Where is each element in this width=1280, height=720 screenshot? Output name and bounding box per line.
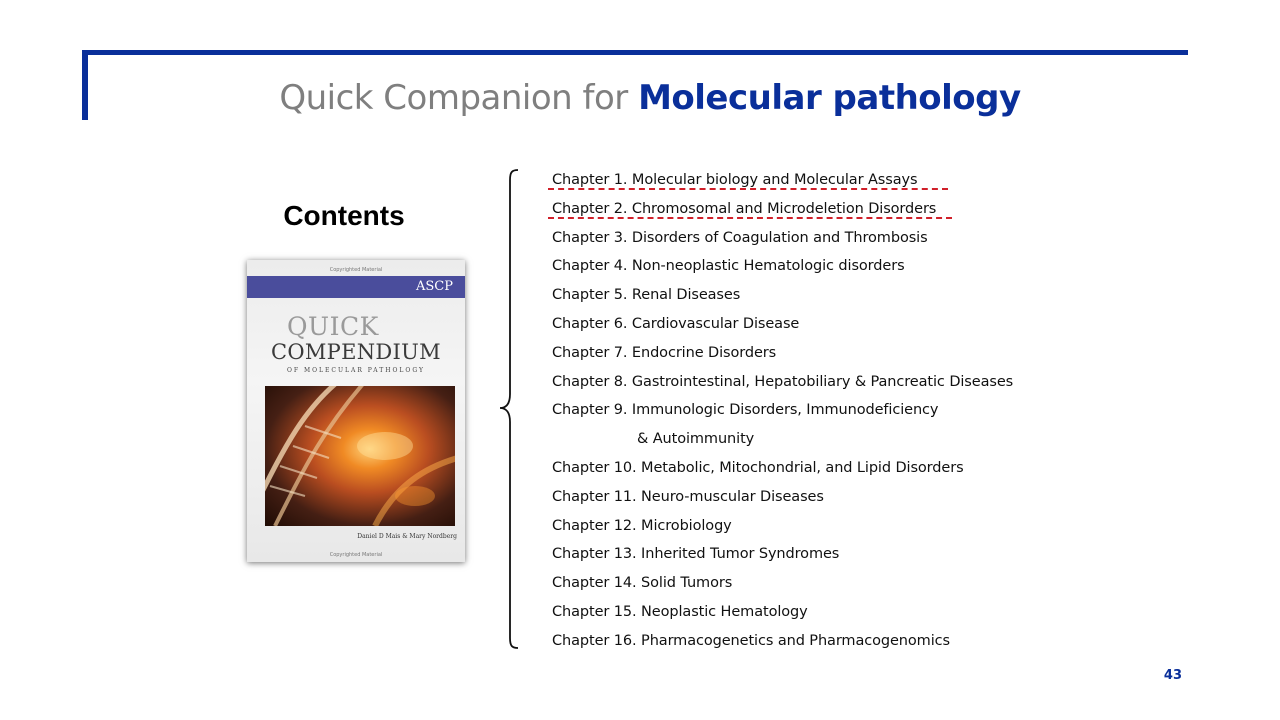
chapter-item-9-continued: & Autoimmunity: [637, 431, 755, 448]
book-title-line1: QUICK: [287, 312, 379, 341]
title-emphasis: Molecular pathology: [638, 78, 1021, 118]
chapter-item-9: Chapter 9. Immunologic Disorders, Immunodeficiency: [552, 402, 939, 419]
book-publisher-band: [247, 276, 465, 298]
chapter-item-11: Chapter 11. Neuro-muscular Diseases: [552, 488, 824, 505]
left-curly-brace: [498, 168, 522, 650]
chapter-item-7: Chapter 7. Endocrine Disorders: [552, 344, 777, 361]
chapter-item-12: Chapter 12. Microbiology: [552, 517, 732, 534]
title-frame-left-bar: [82, 50, 88, 120]
book-authors: Daniel D Mais & Mary Nordberg: [357, 533, 457, 540]
contents-heading: Contents: [283, 200, 405, 231]
slide-title: [100, 78, 1200, 118]
chapter-item-1: Chapter 1. Molecular biology and Molecular Assays: [552, 172, 918, 188]
chapter-list: [552, 170, 1013, 660]
chapter-item-3: Chapter 3. Disorders of Coagulation and Thrombosis: [552, 229, 928, 246]
book-cover-image: [247, 260, 465, 562]
book-subtitle: OF MOLECULAR PATHOLOGY: [286, 367, 425, 374]
chapter-item-14: Chapter 14. Solid Tumors: [552, 575, 733, 592]
chapter-item-5: Chapter 5. Renal Diseases: [552, 287, 741, 304]
chapter-item-8: Chapter 8. Gastrointestinal, Hepatobiliary & Pancreatic Diseases: [552, 373, 1014, 390]
book-copyright-top: Copyrighted Material: [329, 267, 383, 273]
title-prefix: Quick Companion for: [279, 78, 628, 118]
highlight-underline-chapter-2: [548, 217, 952, 219]
book-publisher: ASCP: [416, 279, 453, 294]
book-copyright-bottom: Copyrighted Material: [329, 552, 383, 558]
book-title-line2: COMPENDIUM: [271, 340, 441, 364]
highlight-underline-chapter-1: [548, 188, 948, 190]
chapter-item-4: Chapter 4. Non-neoplastic Hematologic disorders: [552, 258, 905, 275]
chapter-item-15: Chapter 15. Neoplastic Hematology: [552, 603, 808, 620]
chapter-item-2: Chapter 2. Chromosomal and Microdeletion Disorders: [552, 200, 937, 217]
title-frame-top-bar: [82, 50, 1188, 55]
book-cover-artwork: [265, 386, 455, 526]
dna-helix-art: [265, 386, 455, 526]
chapter-item-13: Chapter 13. Inherited Tumor Syndromes: [552, 546, 840, 563]
chapter-item-10: Chapter 10. Metabolic, Mitochondrial, and Lipid Disorders: [552, 459, 964, 476]
chapter-item-6: Chapter 6. Cardiovascular Disease: [552, 315, 800, 332]
chapter-item-16: Chapter 16. Pharmacogenetics and Pharmacogenomics: [552, 632, 950, 649]
page-number: 43: [1163, 668, 1182, 683]
